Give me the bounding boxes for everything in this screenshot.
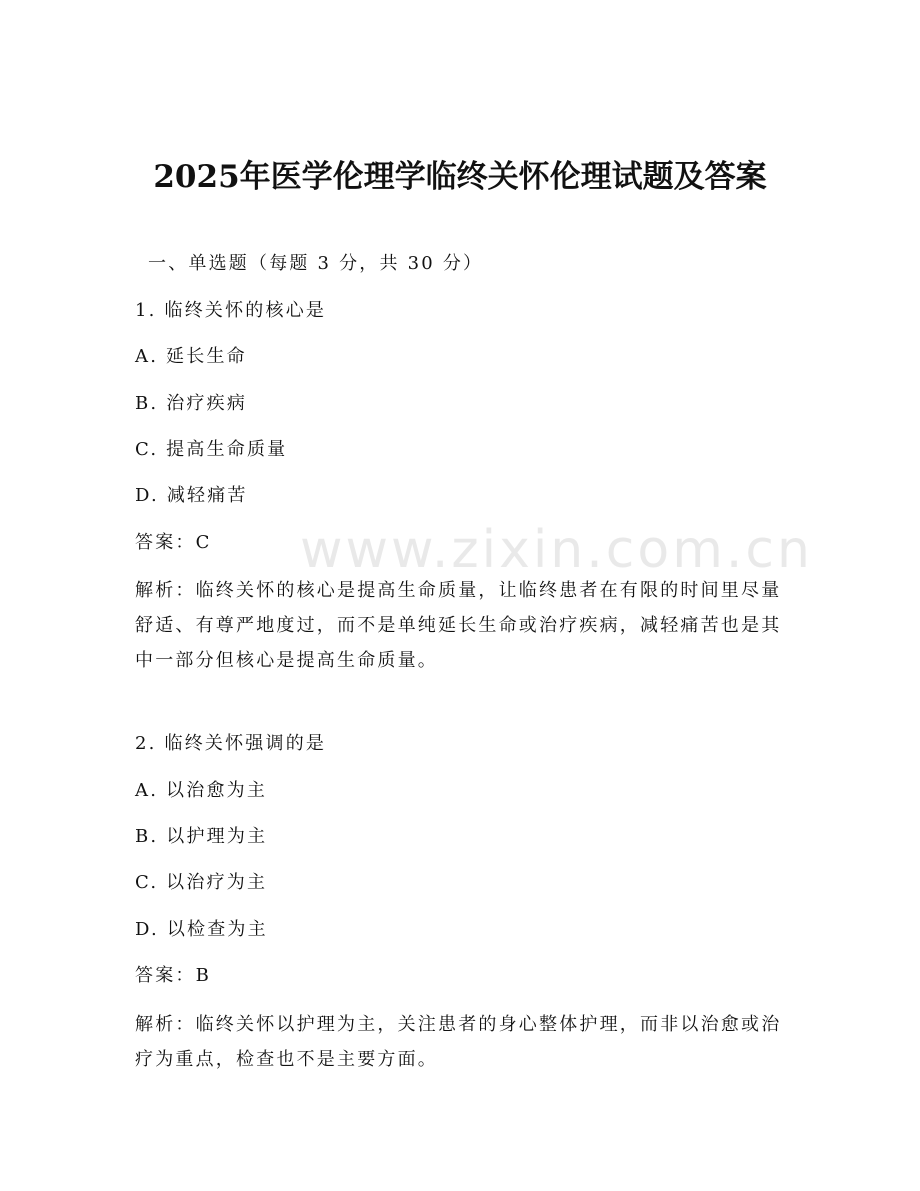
question-2-option-b: B. 以护理为主 [135, 826, 268, 847]
question-1-option-c: C. 提高生命质量 [135, 439, 288, 460]
page-title: 2025年医学伦理学临终关怀伦理试题及答案 [153, 159, 767, 195]
question-1-answer: 答案：C [135, 532, 212, 553]
question-1-stem: 1. 临终关怀的核心是 [135, 300, 327, 321]
question-2-option-c: C. 以治疗为主 [135, 872, 268, 893]
question-1-option-a: A. 延长生命 [135, 346, 247, 367]
section-heading: 一、单选题（每题 3 分，共 30 分） [148, 253, 484, 274]
question-2-explanation: 解析：临终关怀以护理为主，关注患者的身心整体护理，而非以治愈或治疗为重点，检查也不是主要方面。 [135, 1014, 782, 1070]
question-1-option-d: D. 减轻痛苦 [135, 485, 248, 506]
question-1-option-b: B. 治疗疾病 [135, 393, 248, 414]
question-2-option-d: D. 以检查为主 [135, 919, 268, 940]
question-2-stem: 2. 临终关怀强调的是 [135, 733, 327, 754]
question-2-answer: 答案：B [135, 965, 212, 986]
question-2-option-a: A. 以治愈为主 [135, 780, 268, 801]
question-1-explanation: 解析：临终关怀的核心是提高生命质量，让临终患者在有限的时间里尽量舒适、有尊严地度过，而不是单纯延长生命或治疗疾病，减轻痛苦也是其中一部分但核心是提高生命质量。 [135, 580, 782, 671]
watermark: www.zixin.com.cn [300, 520, 813, 580]
